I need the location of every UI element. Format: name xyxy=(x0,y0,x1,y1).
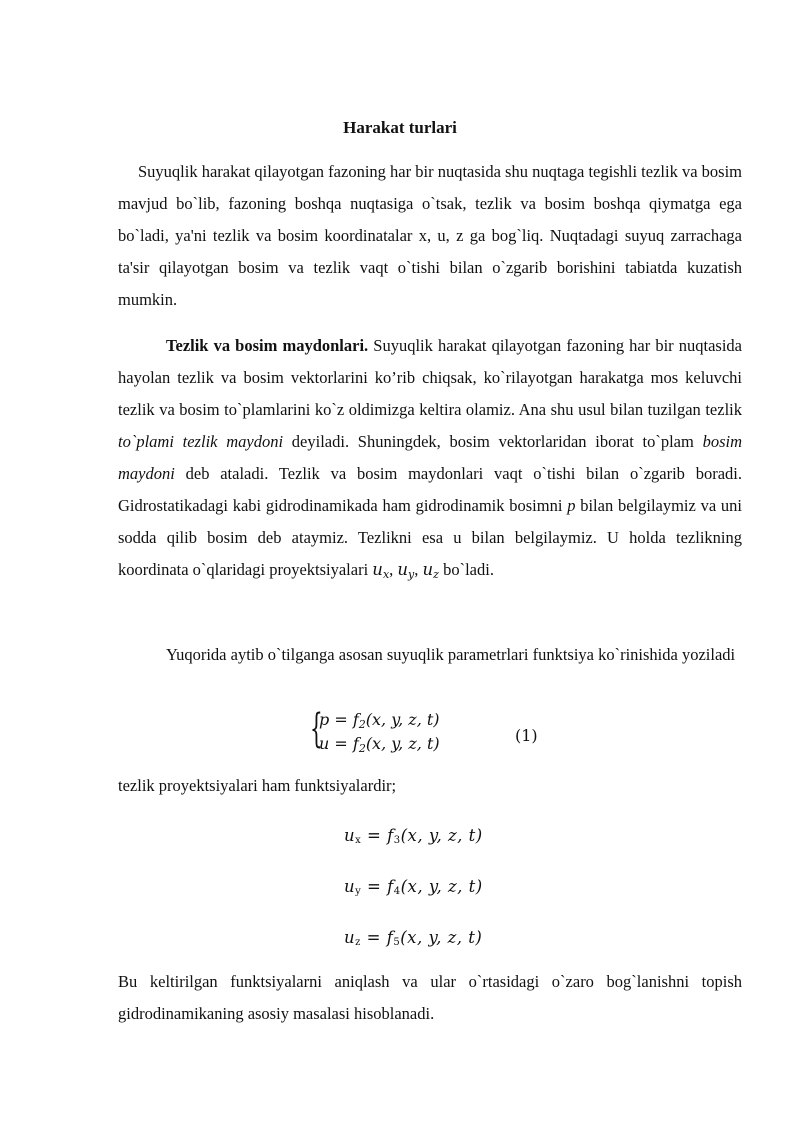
text-segment: deb ataladi. Tezlik va bosim maydonlari vaqt o`tishi bilan o`zgarib boradi. Gidrostatikadagi kabi gidrodinamikada ham gidrodinamik bosimni xyxy=(118,464,742,515)
italic-term-velocity-field: to`plami tezlik maydoni xyxy=(118,432,284,451)
math-ux: $u_x$ xyxy=(372,560,390,581)
text-segment: bo`ladi. xyxy=(438,560,494,579)
equation-number: (1) xyxy=(515,726,538,745)
text-segment: Suyuqlik harakat qilayotgan fazoning har bir nuqtasida hayolan tezlik va bosim vektorlarini ko’rib chiqsak, ko`rilayotgan harakatga mos keluvchi tezlik va bosim to`plamlarini ko`z oldimizga keltira olamiz. Ana shu usul bilan tuzilgan tezlik xyxy=(118,336,743,419)
math-uz: $u_z$ xyxy=(422,560,439,581)
equation-ux: ux = f3(x, y, z, t) xyxy=(344,826,483,846)
paragraph-parameters: Yuqorida aytib o`tilganga asosan suyuqlik parametrlari funktsiya ko`rinishida yoziladi xyxy=(166,645,736,664)
page-title: Harakat turlari xyxy=(343,118,457,137)
italic-term-pressure-field: bosim maydoni xyxy=(118,432,743,483)
text-segment: bilan belgilaymiz va uni sodda qilib bosim deb ataymiz. Tezlikni esa u bilan belgilaymiz. U holda tezlikning koordinata o`qlaridagi proyektsiyalari xyxy=(118,496,743,579)
paragraph-projections: tezlik proyektsiyalari ham funktsiyalardir; xyxy=(118,776,397,795)
system-line-2: $u = f_2(x$, y, z, t) xyxy=(319,734,440,755)
brace-symbol: { xyxy=(310,706,323,752)
paragraph-intro: Suyuqlik harakat qilayotgan fazoning har bir nuqtasida shu nuqtaga tegishli tezlik va bosim mavjud bo`lib, fazoning boshqa nuqtasiga o`tsak, tezlik va bosim boshqa qiymatga ega bo`ladi, ya'ni tezlik va bosim koordinatalar x, u, z ga bog`liq. Nuqtadagi suyuq zarrachaga ta'sir qilayotgan bosim va tezlik vaqt o`tishi bilan o`zgarib borishini tabiatda kuzatish mumkin. xyxy=(118,162,742,309)
paragraph-velocity-pressure-fields: Tezlik va bosim maydonlari. Suyuqlik harakat qilayotgan fazoning har bir nuqtasida hayolan tezlik va bosim vektorlarini ko’rib chiqsak, ko`rilayotgan harakatga mos keluvchi tezlik va bosim to`plamlarini ko`z oldimizga keltira olamiz. Ana shu usul bilan tuzilgan tezlik to`plami tezlik maydoni deyiladi. Shuningdek, bosim vektorlaridan iborat to`plam bosim maydoni deb ataladi. Tezlik va bosim maydonlari vaqt o`tishi bilan o`zgarib boradi. Gidrostatikadagi kabi gidrodinamikada ham gidrodinamik bosimni p bilan belgilaymiz va uni sodda qilib bosim deb ataymiz. Tezlikni esa u bilan belgilaymiz. U holda tezlikning koordinata o`qlaridagi proyektsiyalari $u_x$, $u_y$, $u_z$ bo`ladi. xyxy=(118,336,743,581)
text-segment: deyiladi. Shuningdek, bosim vektorlaridan iborat to`plam xyxy=(283,432,703,451)
equation-uy: uy = f4(x, y, z, t) xyxy=(344,877,483,897)
paragraph-conclusion: Bu keltirilgan funktsiyalarni aniqlash va ular o`rtasidagi o`zaro bog`lanishni topish gidrodinamikaning asosiy masalasi hisoblanadi. xyxy=(118,972,742,1023)
math-uy: $u_y$ xyxy=(397,560,415,581)
equation-uz: uz = f5(x, y, z, t) xyxy=(344,928,483,948)
system-line-1: $p = f_2(x$, y, z, t) xyxy=(319,710,440,731)
section-heading: Tezlik va bosim maydonlari. xyxy=(166,336,369,355)
equation-system xyxy=(310,706,440,758)
italic-symbol-p: p xyxy=(567,496,576,515)
